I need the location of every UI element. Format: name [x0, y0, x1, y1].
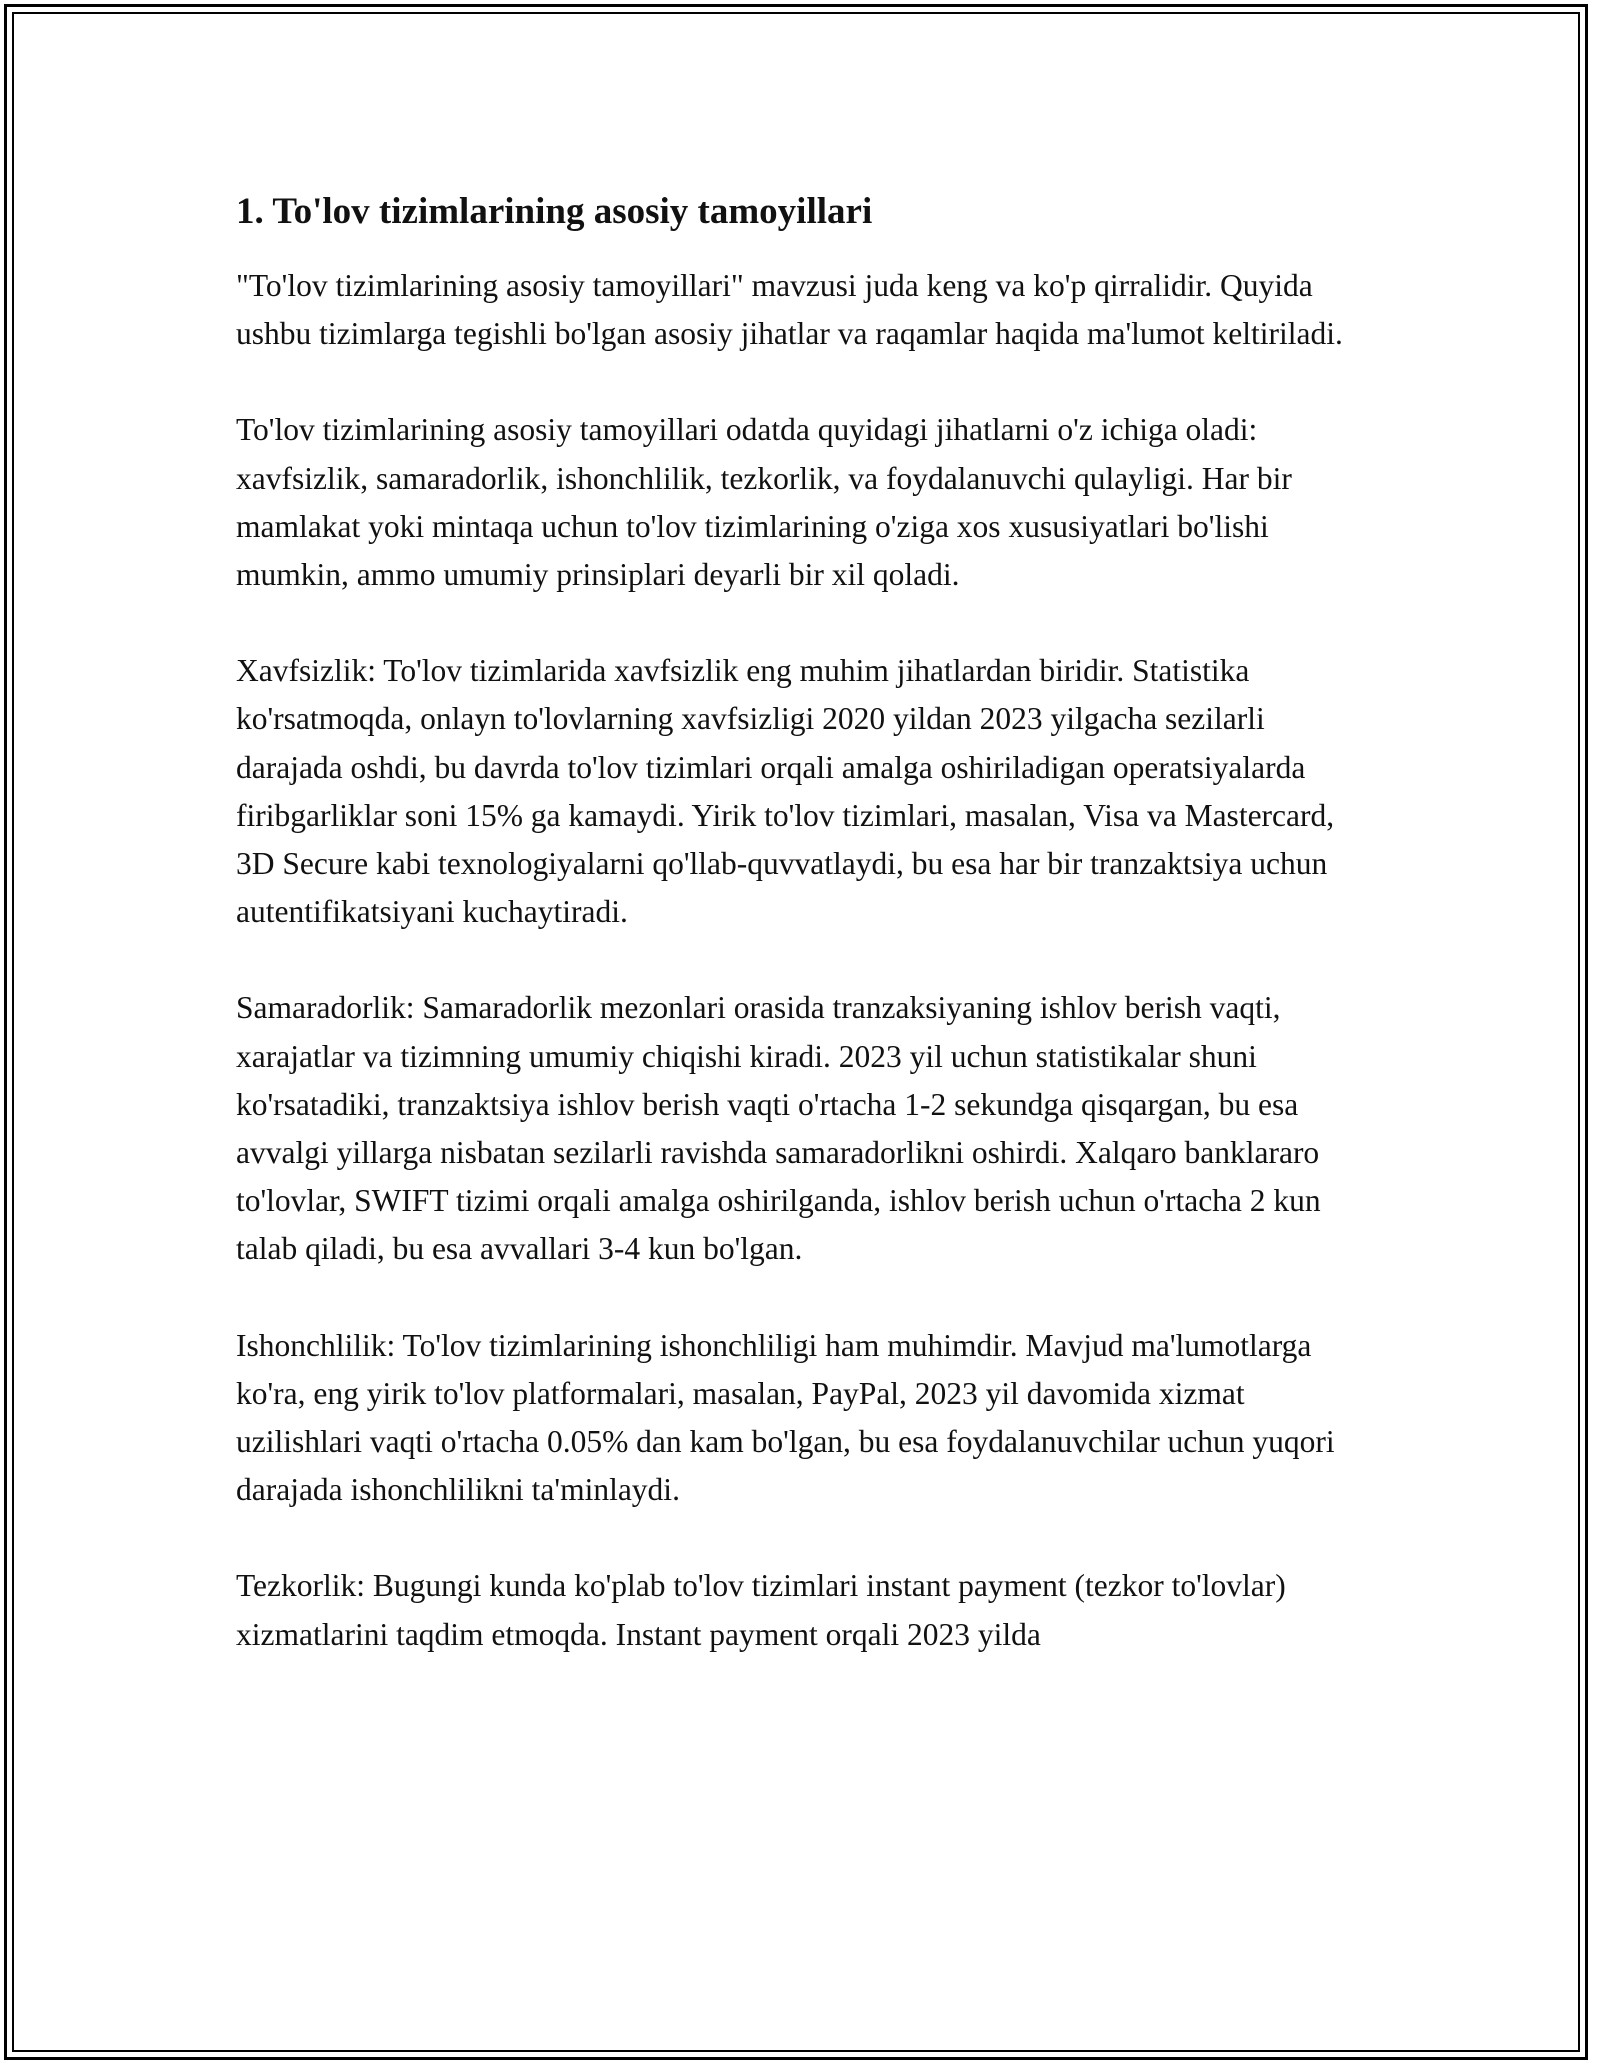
paragraph-efficiency: Samaradorlik: Samaradorlik mezonlari orasida tranzaksiyaning ishlov berish vaqti, xarajatlar va tizimning umumiy chiqishi kiradi. 2023 yil uchun statistikalar shuni ko'rsatadiki, tranzaktsiya ishlov berish vaqti o'rtacha 1-2 sekundga qisqargan, bu esa avvalgi yillarga nisbatan sezilarli ravishda samaradorlikni oshirdi. Xalqaro banklararo to'lovlar, SWIFT tizimi orqali amalga oshirilganda, ishlov berish uchun o'rtacha 2 kun talab qiladi, bu esa avvallari 3-4 kun bo'lgan.: [236, 990, 1321, 1267]
paragraph-speed: Tezkorlik: Bugungi kunda ko'plab to'lov tizimlari instant payment (tezkor to'lovlar) xizmatlarini taqdim etmoqda. Instant payment orqali 2023 yilda: [236, 1568, 1286, 1652]
paragraph-principles: To'lov tizimlarining asosiy tamoyillari odatda quyidagi jihatlarni o'z ichiga oladi: xavfsizlik, samaradorlik, ishonchlilik, tezkorlik, va foydalanuvchi qulayligi. Har bir mamlakat yoki mintaqa uchun to'lov tizimlarining o'ziga xos xususiyatlari bo'lishi mumkin, ammo umumiy prinsiplari deyarli bir xil qoladi.: [236, 412, 1292, 593]
paragraph-reliability: Ishonchlilik: To'lov tizimlarining ishonchliligi ham muhimdir. Mavjud ma'lumotlarga ko'ra, eng yirik to'lov platformalari, masalan, PayPal, 2023 yil davomida xizmat uzilishlari vaqti o'rtacha 0.05% dan kam bo'lgan, bu esa foydalanuvchilar uchun yuqori darajada ishonchlilikni ta'minlaydi.: [236, 1327, 1335, 1508]
paragraph-intro: "To'lov tizimlarining asosiy tamoyillari" mavzusi juda keng va ko'p qirralidir. Quyida ushbu tizimlarga tegishli bo'lgan asosiy jihatlar va raqamlar haqida ma'lumot keltiriladi.: [236, 268, 1343, 352]
section-heading: 1. To'lov tizimlarining asosiy tamoyillari: [236, 191, 873, 232]
paragraph-security: Xavfsizlik: To'lov tizimlarida xavfsizlik eng muhim jihatlardan biridir. Statistika ko'rsatmoqda, onlayn to'lovlarning xavfsizligi 2020 yildan 2023 yilgacha sezilarli darajada oshdi, bu davrda to'lov tizimlari orqali amalga oshiriladigan operatsiyalarda firibgarliklar soni 15% ga kamaydi. Yirik to'lov tizimlari, masalan, Visa va Mastercard, 3D Secure kabi texnologiyalarni qo'llab-quvvatlaydi, bu esa har bir tranzaktsiya uchun autentifikatsiyani kuchaytiradi.: [236, 653, 1335, 930]
document-body: [236, 188, 1376, 1707]
